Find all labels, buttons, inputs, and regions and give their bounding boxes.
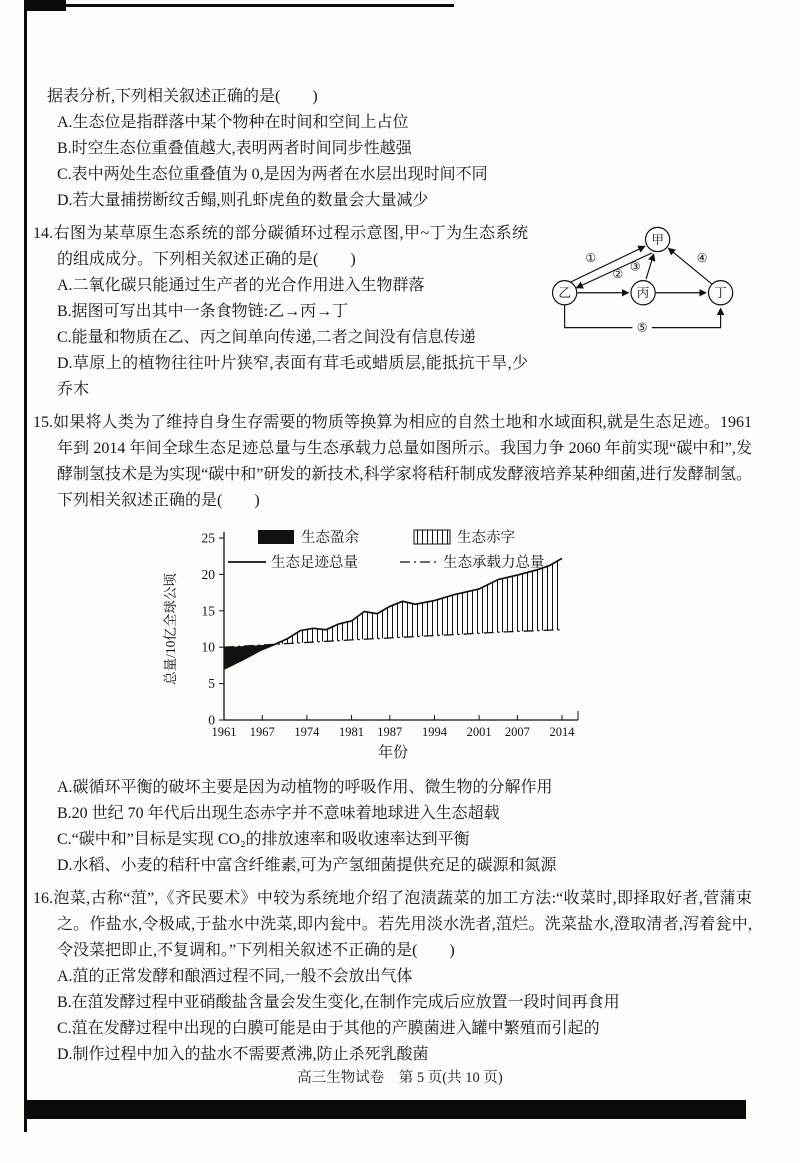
q16-option-a: A.菹的正常发酵和酿酒过程不同,一般不会放出气体 <box>57 968 413 985</box>
arrow-label-5: ⑤ <box>636 320 648 335</box>
q14-option-b: B.据图可写出其中一条食物链:乙→丙→丁 <box>57 303 349 320</box>
carbon-cycle-diagram <box>540 223 752 347</box>
svg-text:2014: 2014 <box>549 725 575 739</box>
q15-option-c: C.“碳中和”目标是实现 CO₂的排放速率和吸收速率达到平衡 <box>57 831 470 848</box>
svg-text:2007: 2007 <box>504 725 530 739</box>
svg-text:生态承载力总量: 生态承载力总量 <box>443 555 545 571</box>
q15-option-d: D.水稻、小麦的秸秆中富含纤维素,可为产氢细菌提供充足的碳源和氮源 <box>57 857 557 874</box>
svg-text:25: 25 <box>201 530 215 546</box>
node-label-bing: 丙 <box>636 286 650 301</box>
q13-option-c: C.表中两处生态位重叠值为 0,是因为两者在水层出现时间不同 <box>57 166 488 183</box>
diagram-node-labels <box>558 233 727 300</box>
exam-content <box>33 84 752 1075</box>
node-label-jia: 甲 <box>651 232 664 247</box>
arrow-label-3: ③ <box>629 259 641 274</box>
q14-stem: 14.右图为某草原生态系统的部分碳循环过程示意图,甲~丁为生态系统的组成成分。下列相关叙述正确的是( ) <box>33 225 528 268</box>
svg-text:年份: 年份 <box>377 745 409 761</box>
eco-footprint-chart <box>160 522 600 762</box>
arrow-label-4: ④ <box>696 250 708 265</box>
q14-option-d: D.草原上的植物往往叶片狭窄,表面有茸毛或蜡质层,能抵抗干旱,少乔木 <box>57 355 528 398</box>
svg-text:20: 20 <box>201 566 215 582</box>
node-label-yi: 乙 <box>558 286 571 301</box>
q16-option-b: B.在菹发酵过程中亚硝酸盐含量会发生变化,在制作完成后应放置一段时间再食用 <box>57 994 620 1011</box>
question-16 <box>33 886 752 1068</box>
svg-text:0: 0 <box>208 712 215 728</box>
svg-text:生态足迹总量: 生态足迹总量 <box>271 555 358 571</box>
q15-stem: 15.如果将人类为了维持自身生存需要的物质等换算为相应的自然土地和水域面积,就是生态足迹。1961 年到 2014 年间全球生态足迹总量与生态承载力总量如图所示。我国力争 2060 年前实现“碳中和”,发酵制氢技术是为实现“碳中和”研发的新技术,科学家将秸秆制成发酵液培养某种细菌,进行发酵制氢。下列相关叙述正确的是( ) <box>33 414 752 509</box>
scan-border-top <box>24 4 454 7</box>
svg-text:生态赤字: 生态赤字 <box>457 530 515 546</box>
svg-text:15: 15 <box>201 603 215 619</box>
question-15 <box>33 410 752 879</box>
carbon-cycle-diagram-wrap <box>540 223 752 356</box>
svg-text:1961: 1961 <box>211 725 237 739</box>
arrow-label-2: ② <box>612 267 624 282</box>
question-13 <box>33 84 752 214</box>
q14-option-a: A.二氧化碳只能通过生产者的光合作用进入生物群落 <box>57 277 425 294</box>
q13-option-d: D.若大量捕捞断纹舌鳎,则孔虾虎鱼的数量会大量减少 <box>57 192 429 209</box>
svg-text:5: 5 <box>208 676 215 692</box>
scan-border-left <box>24 0 27 1132</box>
svg-text:2001: 2001 <box>466 725 492 739</box>
eco-footprint-chart-wrap <box>160 522 600 771</box>
svg-text:10: 10 <box>201 639 215 655</box>
arrow-bing-to-jia <box>646 254 654 279</box>
page-footer: 高三生物试卷 第 5 页(共 10 页) <box>297 1070 503 1086</box>
q13-prompt: 据表分析,下列相关叙述正确的是( ) <box>47 88 318 105</box>
node-label-ding: 丁 <box>714 286 727 301</box>
question-14 <box>33 221 752 403</box>
q13-option-a: A.生态位是指群落中某个物种在时间和空间上占位 <box>57 114 409 131</box>
q13-option-b: B.时空生态位重叠值越大,表明两者时间同步性越强 <box>57 140 412 157</box>
svg-text:总量/10亿全球公顷: 总量/10亿全球公顷 <box>163 573 178 685</box>
arrow-label-1: ① <box>585 250 597 265</box>
svg-text:1967: 1967 <box>249 725 275 739</box>
q16-stem: 16.泡菜,古称“菹”,《齐民要术》中较为系统地介绍了泡渍蔬菜的加工方法:“收菜时,即择取好者,菅蒲束之。作盐水,令极咸,于盐水中洗菜,即内瓮中。若先用淡水洗者,菹烂。洗菜盐水,澄取清者,泻着瓮中,令没菜把即止,不复调和。”下列相关叙述不正确的是( ) <box>33 890 752 959</box>
svg-text:1987: 1987 <box>377 725 403 739</box>
svg-text:1974: 1974 <box>294 725 320 739</box>
q15-option-a: A.碳循环平衡的破坏主要是因为动植物的呼吸作用、微生物的分解作用 <box>57 779 553 796</box>
svg-text:1981: 1981 <box>339 725 365 739</box>
svg-text:生态盈余: 生态盈余 <box>301 530 359 546</box>
q14-option-c: C.能量和物质在乙、丙之间单向传递,二者之间没有信息传递 <box>57 329 476 346</box>
svg-text:1994: 1994 <box>421 725 447 739</box>
scan-border-bottom <box>24 1100 746 1119</box>
q16-option-c: C.菹在发酵过程中出现的白膜可能是由于其他的产膜菌进入罐中繁殖而引起的 <box>57 1020 600 1037</box>
q16-option-d: D.制作过程中加入的盐水不需要煮沸,防止杀死乳酸菌 <box>57 1046 429 1063</box>
q15-option-b: B.20 世纪 70 年代后出现生态赤字并不意味着地球进入生态超载 <box>57 805 500 822</box>
